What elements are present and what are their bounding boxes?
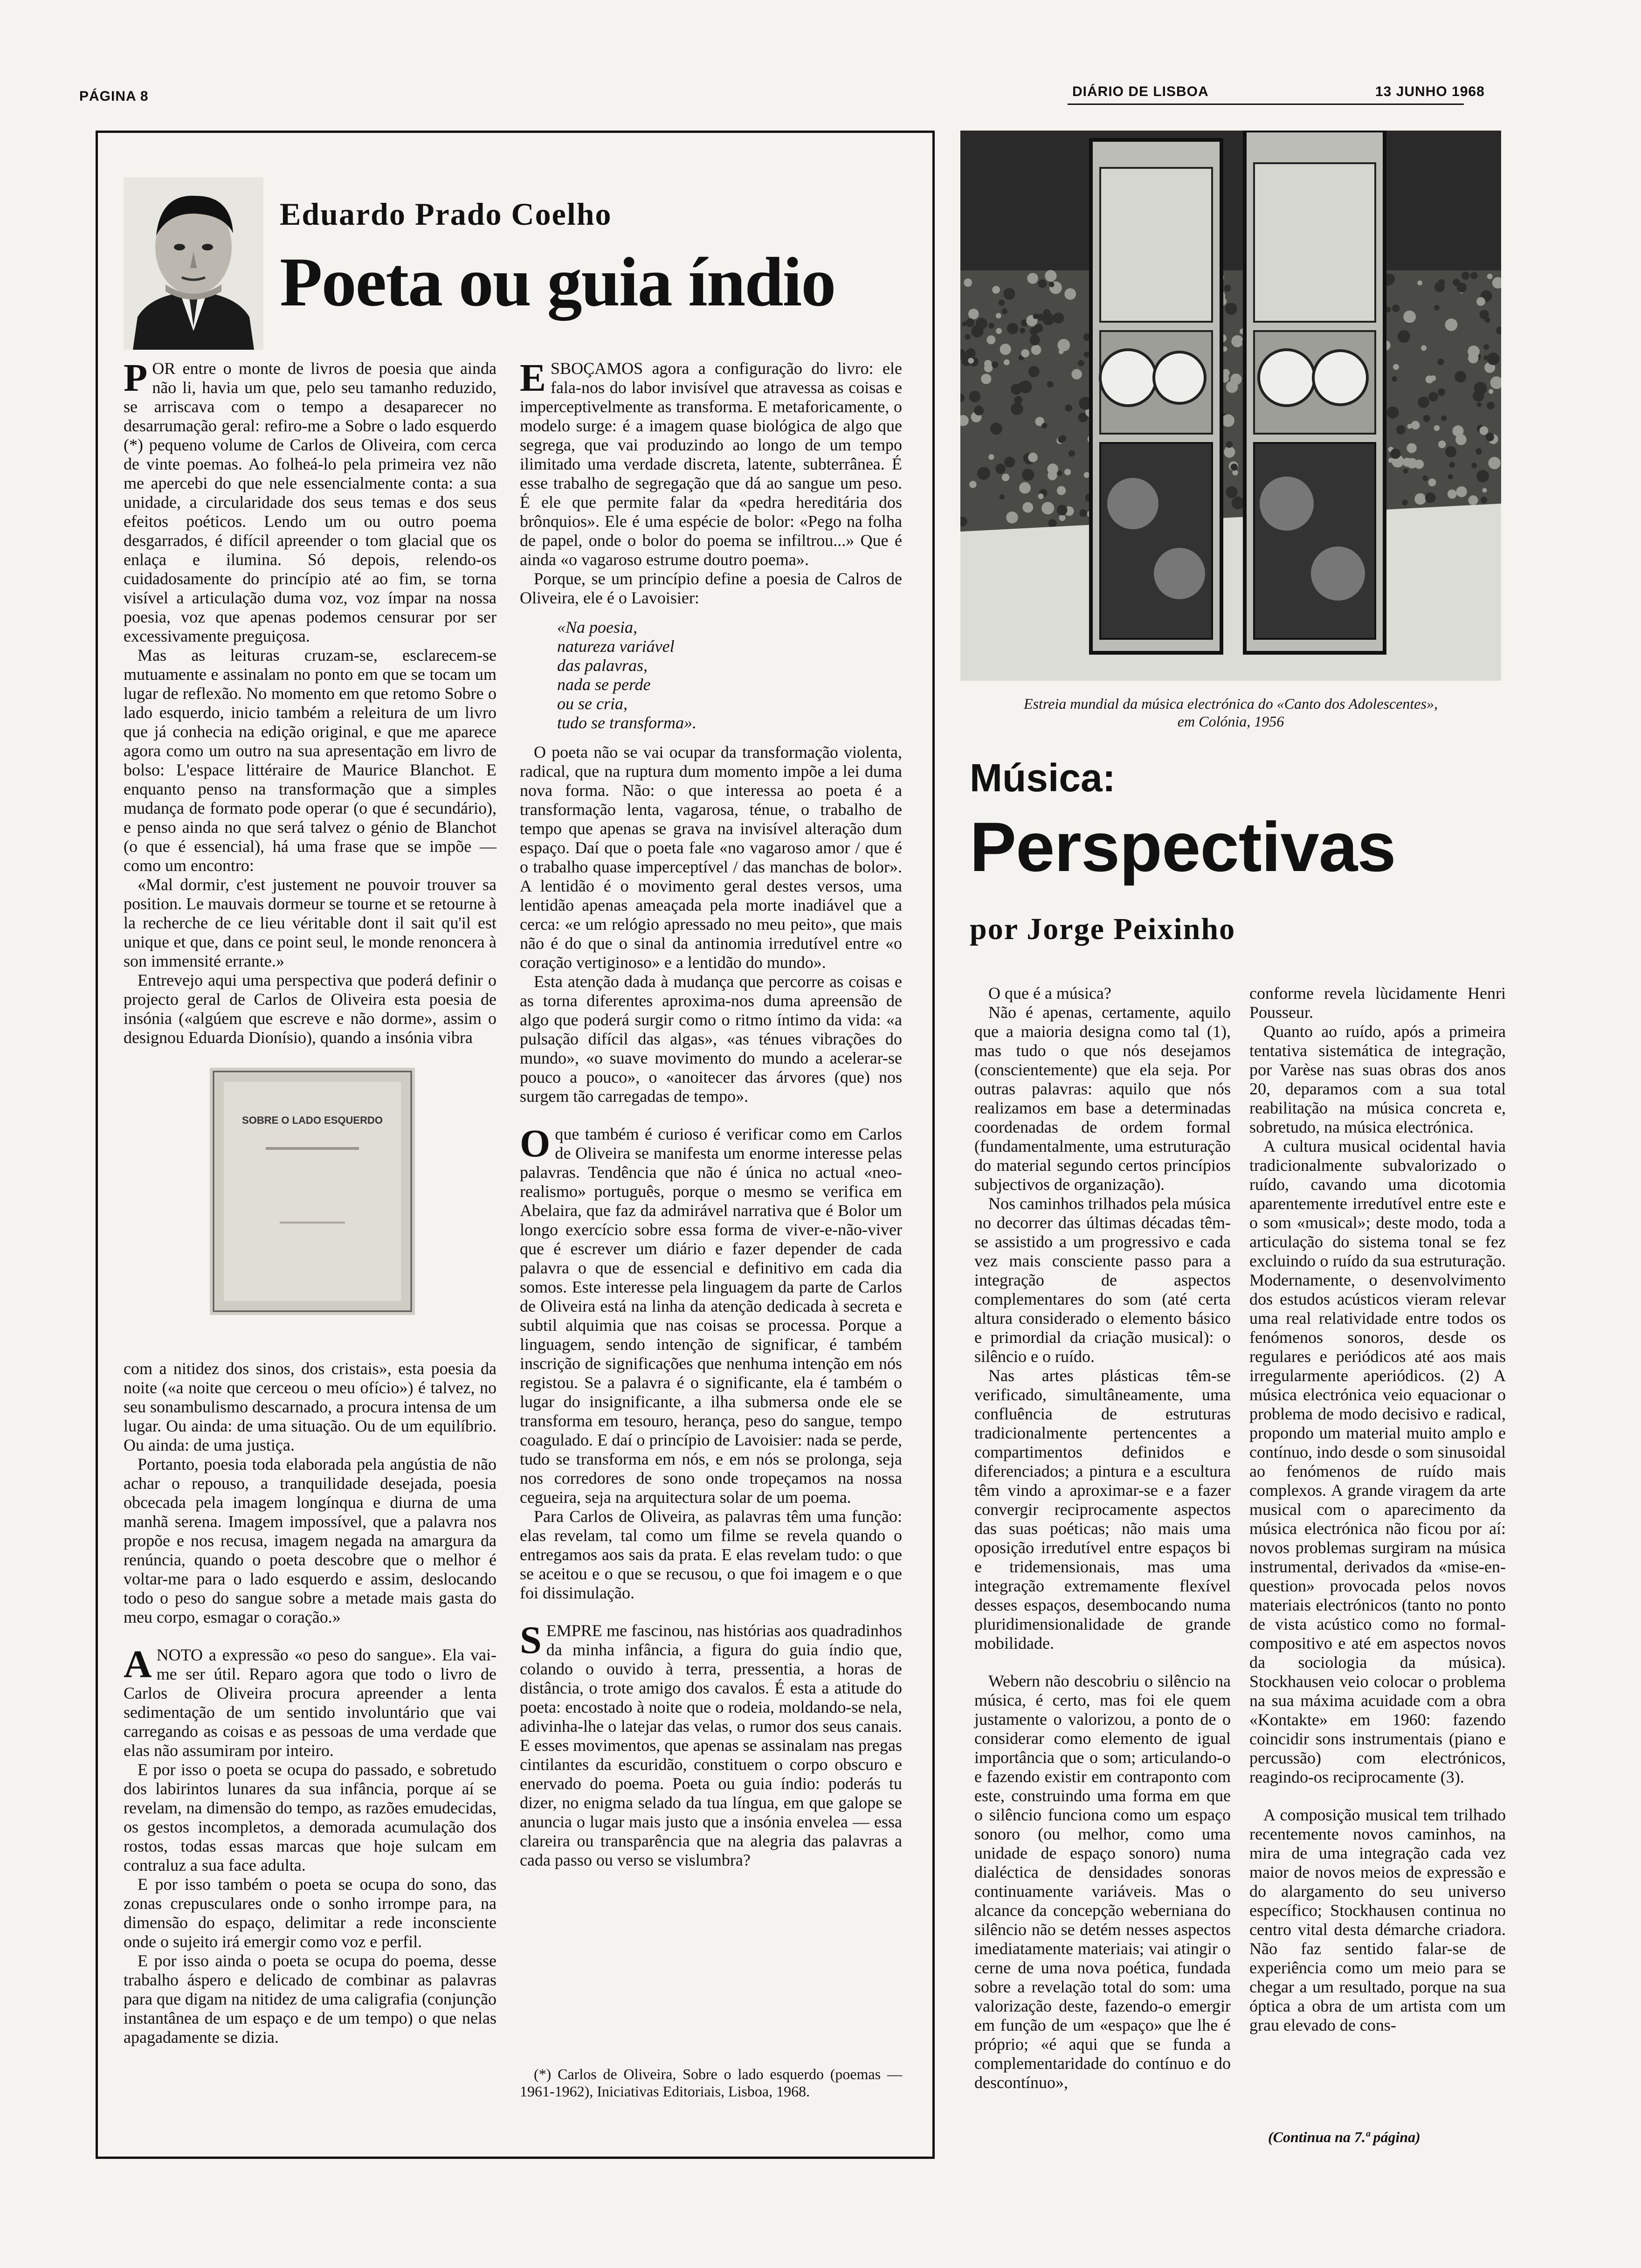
paragraph: [974, 984, 1231, 1003]
paragraph: [124, 1951, 496, 2047]
speaker-tower-right: [1245, 131, 1385, 653]
paragraph-text: que também é curioso é verificar como em Carlos de Oliveira se manifesta um enorme interesse pelas palavras. Tendência que não é única no actual «neo-realismo» português, porque o mesmo se verifica em Abelaira, que faz da admirável narrativa que é Bolor um longo exercício sobre essa forma de viver-e-não-viver que é escrever um diário e fazer depender de cada palavra o que de essencial e definitivo em cada dia somos. Este interesse pela linguagem da parte de Carlos de Oliveira está na linha da atenção dedicada à secreta e subtil alquimia que nas coisas se processa. Porque a linguagem, sendo intenção de significar, é também inscrição de significações que nenhuma intenção em nós registou. Se a palavra é o significante, ela é também o lugar do insignificante, a ilha submersa onde ele se transforma em tesouro, herança, peso do sangue, tempo coagulado. E daí o princípio de Lavoisier: nada se perde, tudo se transforma em nós, e em nós se prolonga, seja nos corredores de sono onde tropeçamos na nossa cegueira, seja na arquitectura solar de um poema.: [520, 1125, 902, 1507]
article1-column-2: [520, 356, 902, 1870]
paragraph: [974, 1194, 1231, 1366]
drop-cap: O: [520, 1122, 551, 1165]
paragraph: [1249, 1022, 1506, 1137]
paragraph: [520, 743, 902, 972]
paragraph-text: conforme revela lùcidamente Henri Pousseur.: [1249, 984, 1506, 1022]
paragraph: [520, 356, 902, 569]
book-cover-photo: [210, 1068, 415, 1315]
article1-footnote: (*) Carlos de Oliveira, Sobre o lado esquerdo (poemas — 1961-1962), Iniciativas Editoriais, Lisboa, 1968.: [520, 2066, 902, 2100]
paragraph: [124, 1643, 496, 1760]
paragraph: [124, 1455, 496, 1627]
paragraph: [124, 1760, 496, 1875]
paragraph-text: E por isso o poeta se ocupa do passado, e sobretudo dos labirintos lunares da sua infância, porque aí se revelam, na dimensão do tempo, as razões emudecidas, os gestos incompletos, a demorada acumulação dos rostos, todas essas marcas que hoje sulcam em contraluz a sua face adulta.: [124, 1760, 496, 1874]
paragraph: [520, 569, 902, 608]
article-author: Eduardo Prado Coelho: [280, 196, 612, 232]
photo-caption-line-1: Estreia mundial da música electrónica do «Canto dos Adolescentes»,: [1024, 695, 1438, 712]
paragraph: [974, 1366, 1231, 1653]
article-headline: Poeta ou guia índio: [280, 243, 835, 321]
issue-date: 13 JUNHO 1968: [1375, 84, 1485, 99]
paragraph-text: A composição musical tem trilhado recentemente novos caminhos, na mira de uma integração cada vez maior de novos meios de expressão e do alargamento do seu universo específico; Stockhausen continua no centro vital desta démarche criadora. Não faz sentido falar-se de experiência como um meio para se chegar a um resultado, porque na sua óptica a obra de um artista com um grau elevado de cons-: [1249, 1805, 1506, 2034]
paragraph: [124, 971, 496, 1047]
paragraph-text: com a nitidez dos sinos, dos cristais», esta poesia da noite («a noite que cerceou o meu ofício») é talvez, no seu sonambulismo descarnado, a procura intensa de um lugar. Ou ainda: de uma situação. Ou de um equilíbrio. Ou ainda: de uma justiça.: [124, 1359, 496, 1454]
paragraph-text: Mas as leituras cruzam-se, esclarecem-se mutuamente e assinalam no ponto em que se tocam um lugar de reflexão. No momento em que retomo Sobre o lado esquerdo, inicio também a releitura de um livro que já conhecia na edição original, e que me aparece agora como um outro na sua apresentação em livro de bolso: L'espace littéraire de Maurice Blanchot. E enquanto penso na transformação que a simples mudança de formato pode operar (o que é secundário), e penso ainda no que será talvez o génio de Blanchot (o que é essencial), há uma frase que se impõe — como um encontro:: [124, 646, 496, 875]
article2-column-2: [1249, 984, 1506, 2035]
paragraph-text: Entrevejo aqui uma perspectiva que poderá definir o projecto geral de Carlos de Oliveira esta poesia de insónia («algúem que escreve e não dorme», assim o designou Eduarda Dionísio), quando a insónia vibra: [124, 971, 496, 1047]
speaker-tower-left: [1091, 140, 1221, 653]
paragraph: [974, 1672, 1231, 2092]
page-number: PÁGINA 8: [79, 89, 149, 104]
article2-column-1: [974, 984, 1231, 2092]
photo-caption-line-2: em Colónia, 1956: [1177, 713, 1284, 730]
newspaper-name: DIÁRIO DE LISBOA: [1072, 84, 1209, 99]
paragraph: [520, 1122, 902, 1507]
drop-cap: S: [520, 1618, 542, 1662]
drop-cap: E: [520, 356, 546, 400]
paragraph-text: Nos caminhos trilhados pela música no decorrer das últimas décadas têm-se assistido a um progressivo e cada vez mais consciente passo para a integração de aspectos complementares do som (até certa altura considerado o elemento básico e primordial da criação musical): o silêncio e o ruído.: [974, 1194, 1231, 1366]
paragraph-text: OR entre o monte de livros de poesia que ainda não li, havia um que, pelo seu tamanho reduzido, se arriscava com o tempo a desaparecer no desarrumação geral: refiro-me a Sobre o lado esquerdo (*) pequeno volume de Carlos de Oliveira, com cerca de vinte poemas. Ao folheá-lo pela primeira vez não me apercebi do que nele essencialmente conta: a sua unidade, a circularidade dos seus temas e dos seus efeitos poéticos. Lendo um ou outro poema desgarrados, é difícil apreender o tom glacial que os enlaça e ilumina. Só depois, relendo-os cuidadosamente do princípio até ao fim, se torna visível a articulação duma voz, voz ímpar na nossa poesia, voz que apenas podemos censurar por ser excessivamente preguiçosa.: [124, 359, 496, 645]
article2-byline: por Jorge Peixinho: [970, 912, 1236, 946]
paragraph-text: Não é apenas, certamente, aquilo que a maioria designa como tal (1), mas tudo o que nós desejamos (conscientemente) que ela seja. Por outras palavras: aquilo que nós realizamos em base a determinadas coordenadas de ordem formal (fundamentalmente, uma estruturação do material segundo certos princípios subjectivos de organização).: [974, 1003, 1231, 1194]
paragraph: [124, 875, 496, 971]
paragraph-text: EMPRE me fascinou, nas histórias aos quadradinhos da minha infância, a figura do guia índio que, colando o ouvido à terra, pressentia, a horas de distância, o trote amigo dos cavalos. É esta a atitude do poeta: encostado à noite que o rodeia, moldando-se nela, adivinha-lhe o latejar das velas, o rumor dos seus canais. E esses movimentos, que apenas se assinalam nas pregas cintilantes da escuridão, constituem o corpo obscuro e enervado do poema. Poeta ou guia índio: poderás tu dizer, no enigma selado da tua língua, em que galope se anuncia o lugar mais justo que a insónia envelea — essa clareira ou transparência que na alegria das palavras a cada passo ou verso se vislumbra?: [520, 1621, 902, 1869]
author-portrait: [124, 177, 263, 350]
paragraph-text: O que é a música?: [988, 984, 1111, 1003]
paragraph-text: Nas artes plásticas têm-se verificado, simultâneamente, uma confluência de estruturas tradicionalmente pertencentes a compartimentos definidos e diferenciados; a pintura e a escultura têm vindo a aproximar-se e a fazer convergir reciprocamente aspectos das suas poéticas; não mais uma oposição irredutível entre espaços bi e tridemensionais, mas uma integração extremamente flexível desses espaços, desembocando numa pluridimensionalidade de grande mobilidade.: [974, 1366, 1231, 1653]
article1-column-1-top: [124, 356, 496, 1047]
paragraph-text: Para Carlos de Oliveira, as palavras têm uma função: elas revelam, tal como um filme se revela quando o entregamos aos sais da prata. E elas revelam tudo: o que se aceitou e o que se recusou, o que foi imagem e o que foi dissimulação.: [520, 1507, 902, 1602]
paragraph: [520, 972, 902, 1106]
paragraph-text: A cultura musical ocidental havia tradicionalmente subvalorizado o ruído, cavando uma dicotomia aparentemente irredutível entre este e o som «musical»; deste modo, toda a articulação do sistema tonal se fez excluindo o ruído da sua estruturação. Modernamente, o desenvolvimento dos estudos acústicos vieram relevar uma real relatividade entre todos os fenómenos sonoros, desde os regulares e periódicos até aos mais irregularmente aperiódicos. (2) A música electrónica veio equacionar o problema de modo decisivo e radical, propondo um material muito amplo e contínuo, indo desde o som sinusoidal ao fenómenos de ruído mais complexos. A grande viragem da arte musical com o aparecimento da música electrónica não ficou por aí: novos problemas surgiram na música instrumental, derivados da «mise-en-question» provocada pelos novos materiais electrónicos (tanto no ponto de vista acústico como no formal-compositivo e até em aspectos novos da sociologia da música). Stockhausen veio colocar o problema na sua máxima acuidade com a obra «Kontakte» em 1960: fazendo coincidir sons instrumentais (piano e percussão) com electrónicos, reagindo-os reciprocamente (3).: [1249, 1137, 1506, 1786]
paragraph: «Na poesia, natureza variável das palavras, nada se perde ou se cria, tudo se transforma».: [557, 618, 697, 732]
paragraph-text: Webern não descobriu o silêncio na música, é certo, mas foi ele quem justamente o valorizou, a ponto de o considerar como elemento de igual importância que o som; articulando-o e fazendo existir em contraponto com este, construindo uma forma em que o silêncio funciona como um espaço sonoro (ou melhor, como uma unidade de espaço sonoro) numa dialéctica de densidades sonoras continuamente variáveis. Mas o alcance da concepção weberniana do silêncio não se detém nesses aspectos imediatamente materiais; vai atingir o cerne de uma nova poética, fundada sobre a revelação total do som: uma valorização deste, fazendo-o emergir em função de um «espaço» que lhe é próprio; «é aqui que se funda a complementaridade do contínuo e do descontínuo»,: [974, 1672, 1231, 2092]
article1-column-1-bottom: [124, 1359, 496, 2047]
paragraph: [1249, 984, 1506, 1022]
drop-cap: P: [124, 356, 148, 400]
paragraph-text: NOTO a expressão «o peso do sangue». Ela vai-me ser útil. Reparo agora que todo o livro de Carlos de Oliveira procura apreender a lenta sedimentação de um sentido involuntário que vai carregando as coisas e as pessoas de uma verdade que elas não assumiram por inteiro.: [124, 1646, 496, 1760]
paragraph: [124, 1875, 496, 1951]
paragraph-text: O poeta não se vai ocupar da transformação violenta, radical, que na ruptura dum momento impõe a lei duma nova forma. Não: o que interessa ao poeta é a transformação lenta, vagarosa, ténue, o trabalho de tempo que apenas se grava na invisível alteração dum espaço. Daí que o poeta fale «no vagaroso amor / que é o trabalho quase imperceptível / das manchas de bolor». A lentidão é o movimento geral destes versos, uma lentidão apenas ameaçada pela morte inadiável que a cerca: «e um relógio apressado no meu peito», que mais não é do que o sinal da antinomia irredutível entre «o coração vertiginoso» e a lentidão do mundo».: [520, 743, 902, 972]
paragraph: [974, 1003, 1231, 1194]
paragraph-text: Porque, se um princípio define a poesia de Calros de Oliveira, ele é o Lavoisier:: [520, 569, 902, 607]
book-cover-title: SOBRE O LADO ESQUERDO: [242, 1114, 383, 1126]
paragraph-text: E por isso ainda o poeta se ocupa do poema, desse trabalho áspero e delicado de combinar as palavras para que digam na nitidez de uma caligrafia (conjunção instantânea de um espaço e de um tempo) o que nelas apagadamente se dizia.: [124, 1951, 496, 2047]
section-kicker: Música:: [970, 756, 1116, 800]
paragraph: [520, 1618, 902, 1870]
paragraph: [1249, 1805, 1506, 2035]
paragraph-text: Portanto, poesia toda elaborada pela angústia de não achar o repouso, a tranquilidade desejada, poesia obcecada pela imagem longínqua e diurna de uma manhã serena. Imagem impossível, que a palavra nos propõe e nos recusa, imagem negada na amargura da renúncia, quando o poeta descobre que o melhor é voltar-me para o lado esquerdo e assim, deslocando todo o peso do sangue sobre a metade mais gasta do meu corpo, esmagar o coração.»: [124, 1455, 496, 1626]
paragraph: [520, 1507, 902, 1603]
paragraph-text: E por isso também o poeta se ocupa do sono, das zonas crepusculares onde o sonho irrompe para, na dimensão do espaço, delimitar a rede inconsciente onde o sujeito irá emergir como voz e perfil.: [124, 1875, 496, 1951]
paragraph: [124, 1359, 496, 1455]
continued-notice: (Continua na 7.ª página): [1268, 2129, 1420, 2145]
drop-cap: A: [124, 1643, 152, 1686]
paragraph-text: Esta atenção dada à mudança que percorre as coisas e as torna diferentes aproxima-nos duma apreensão de algo que poderá surgir como o ritmo íntimo da vida: «a pulsação difícil das algas», «as ténues vibrações do mundo», «o suave movimento do mundo a acelerar-se pouco a pouco», o «anoitecer das árvores (que) nos surgem tão carregadas de tempo».: [520, 972, 902, 1106]
header-rule: [1068, 104, 1464, 105]
paragraph: [124, 356, 496, 646]
paragraph: [1249, 1137, 1506, 1787]
paragraph-text: Quanto ao ruído, após a primeira tentativa sistemática de integração, por Varèse nas suas obras dos anos 20, deparamos com a sua total reabilitação na música concreta e, sobretudo, na música electrónica.: [1249, 1022, 1506, 1136]
paragraph: [124, 646, 496, 875]
paragraph-text: SBOÇAMOS agora a configuração do livro: ele fala-nos do labor invisível que atravessa as coisas e imperceptivelmente as transforma. E metaforicamente, o modelo surge: é a imagem quase biológica de algo que segrega, que vai produzindo ao longo de um tempo ilimitado uma verdade discreta, latente, subterrânea. É esse trabalho de segregação que dá ao sangue um peso. É ele que permite falar da «pedra hereditária dos brônquios». Ele é uma espécie de bolor: «Pego na folha de papel, onde o bolor do poema se infiltrou...» Que é ainda «o vagaroso estrume doutro poema».: [520, 359, 902, 569]
paragraph-text: «Mal dormir, c'est justement ne pouvoir trouver sa position. Le mauvais dormeur se tourne et se retourne à la recherche de ce lieu véritable dont il sait qu'il est unique et que, dans ce point seul, le monde renoncera à son immensité errante.»: [124, 875, 496, 970]
concert-photo: [960, 131, 1501, 681]
article2-headline: Perspectivas: [970, 808, 1396, 886]
